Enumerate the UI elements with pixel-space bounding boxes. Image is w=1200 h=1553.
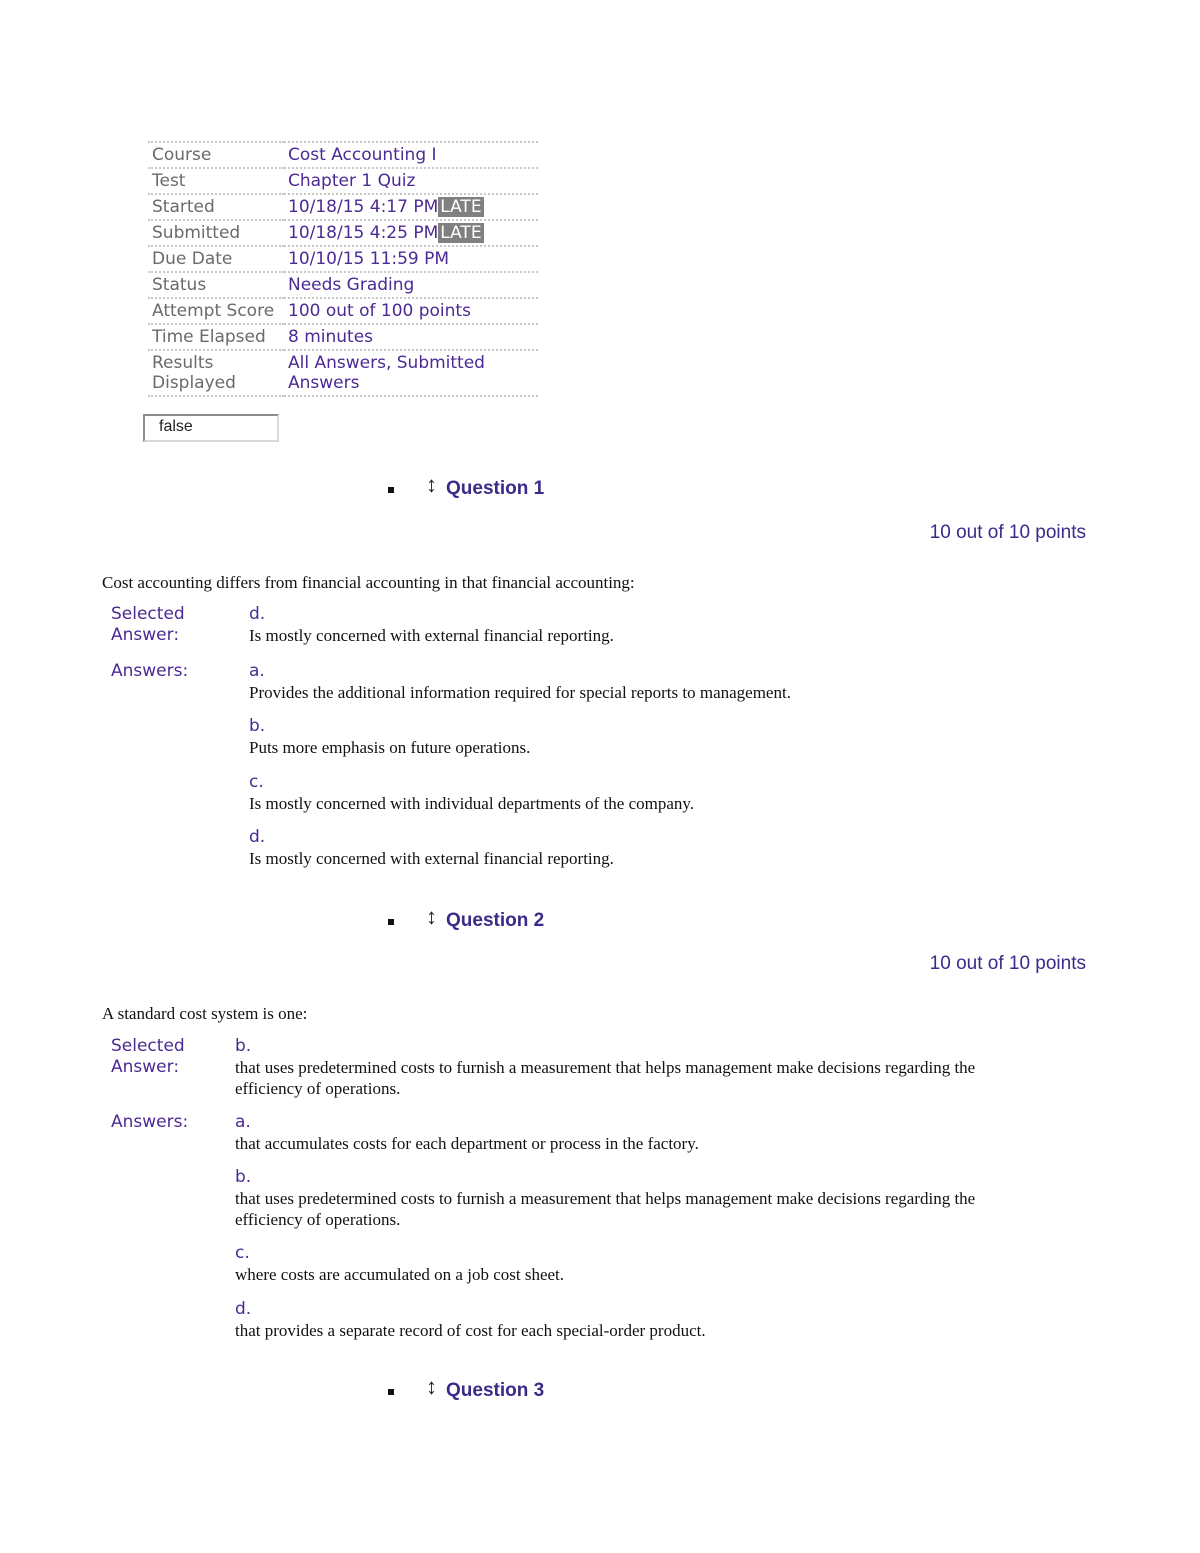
summary-label: Started — [148, 194, 284, 220]
answer-letter: d. — [249, 827, 266, 847]
summary-row-due-date — [148, 246, 538, 272]
up-down-arrow-icon[interactable]: ↕ — [426, 472, 437, 497]
answer-letter: b. — [235, 1167, 252, 1187]
summary-label: Due Date — [148, 246, 284, 272]
summary-label: Attempt Score — [148, 298, 284, 324]
question-title[interactable]: Question 1 — [446, 478, 545, 499]
summary-value: 10/10/15 11:59 PM — [284, 246, 538, 272]
answer-text: that provides a separate record of cost for each special-order product. — [235, 1321, 706, 1340]
answer-letter: a. — [235, 1112, 251, 1132]
question-text: Cost accounting differs from financial accounting in that financial accounting: — [102, 573, 635, 592]
summary-label: Results Displayed — [148, 350, 284, 396]
selected-answer — [235, 1036, 985, 1099]
answer-option — [249, 827, 989, 869]
answer-text: Is mostly concerned with external financial reporting. — [249, 626, 614, 645]
selected-answer — [249, 604, 989, 646]
answer-text: Provides the additional information required for special reports to management. — [249, 683, 791, 702]
summary-label: Course — [148, 142, 284, 168]
answer-letter: d. — [235, 1299, 252, 1319]
question-points: 10 out of 10 points — [929, 953, 1086, 974]
late-badge: LATE — [440, 223, 482, 243]
summary-label: Submitted — [148, 220, 284, 246]
summary-value: 100 out of 100 points — [284, 298, 538, 324]
answer-letter: c. — [249, 772, 264, 792]
summary-value: Cost Accounting I — [284, 142, 538, 168]
selected-answer-label: Selected Answer: — [111, 604, 185, 645]
answer-letter: a. — [249, 661, 265, 681]
summary-value-cell — [284, 220, 538, 246]
up-down-arrow-icon[interactable]: ↕ — [426, 904, 437, 929]
answer-option — [235, 1299, 985, 1341]
answer-option — [249, 661, 989, 703]
answer-option — [249, 772, 989, 814]
summary-value: 10/18/15 4:17 PM — [288, 197, 439, 217]
summary-label: Test — [148, 168, 284, 194]
answer-text: that accumulates costs for each department or process in the factory. — [235, 1134, 699, 1153]
question-title[interactable]: Question 3 — [446, 1380, 545, 1401]
summary-row-test — [148, 168, 538, 194]
answers-label: Answers: — [111, 1112, 189, 1132]
answer-letter: d. — [249, 604, 266, 624]
summary-value: Needs Grading — [284, 272, 538, 298]
answer-text: Is mostly concerned with individual departments of the company. — [249, 794, 695, 813]
hidden-value-field[interactable]: false — [143, 414, 279, 442]
summary-row-status — [148, 272, 538, 298]
answer-option — [235, 1243, 985, 1285]
answer-text: that uses predetermined costs to furnish a measurement that helps management make decisions regarding the efficiency of operations. — [235, 1058, 976, 1098]
answer-text: Is mostly concerned with external financial reporting. — [249, 849, 614, 868]
summary-value: All Answers, Submitted Answers — [284, 350, 538, 396]
answer-option — [235, 1112, 985, 1154]
square-bullet-icon — [388, 1389, 394, 1395]
question-text: A standard cost system is one: — [102, 1004, 308, 1023]
summary-value: Chapter 1 Quiz — [284, 168, 538, 194]
answer-option — [235, 1167, 985, 1230]
square-bullet-icon — [388, 919, 394, 925]
answer-letter: c. — [235, 1243, 250, 1263]
summary-row-submitted — [148, 220, 538, 246]
question-points: 10 out of 10 points — [929, 522, 1086, 543]
summary-value-cell — [284, 194, 538, 220]
late-badge: LATE — [440, 197, 482, 217]
answer-letter: b. — [235, 1036, 252, 1056]
summary-value: 10/18/15 4:25 PM — [288, 223, 439, 243]
square-bullet-icon — [388, 487, 394, 493]
summary-label: Status — [148, 272, 284, 298]
answer-letter: b. — [249, 716, 266, 736]
up-down-arrow-icon[interactable]: ↕ — [426, 1374, 437, 1399]
summary-row-attempt-score — [148, 298, 538, 324]
summary-row-started — [148, 194, 538, 220]
answer-option — [249, 716, 989, 758]
attempt-summary-table — [148, 141, 538, 397]
summary-value: 8 minutes — [284, 324, 538, 350]
summary-row-time-elapsed — [148, 324, 538, 350]
answer-text: where costs are accumulated on a job cost sheet. — [235, 1265, 565, 1284]
selected-answer-label: Selected Answer: — [111, 1036, 185, 1077]
answer-text: Puts more emphasis on future operations. — [249, 738, 531, 757]
answers-label: Answers: — [111, 661, 189, 681]
summary-label: Time Elapsed — [148, 324, 284, 350]
question-title[interactable]: Question 2 — [446, 910, 545, 931]
summary-row-course — [148, 142, 538, 168]
answer-text: that uses predetermined costs to furnish a measurement that helps management make decisions regarding the efficiency of operations. — [235, 1189, 976, 1229]
summary-row-results-displayed — [148, 350, 538, 396]
